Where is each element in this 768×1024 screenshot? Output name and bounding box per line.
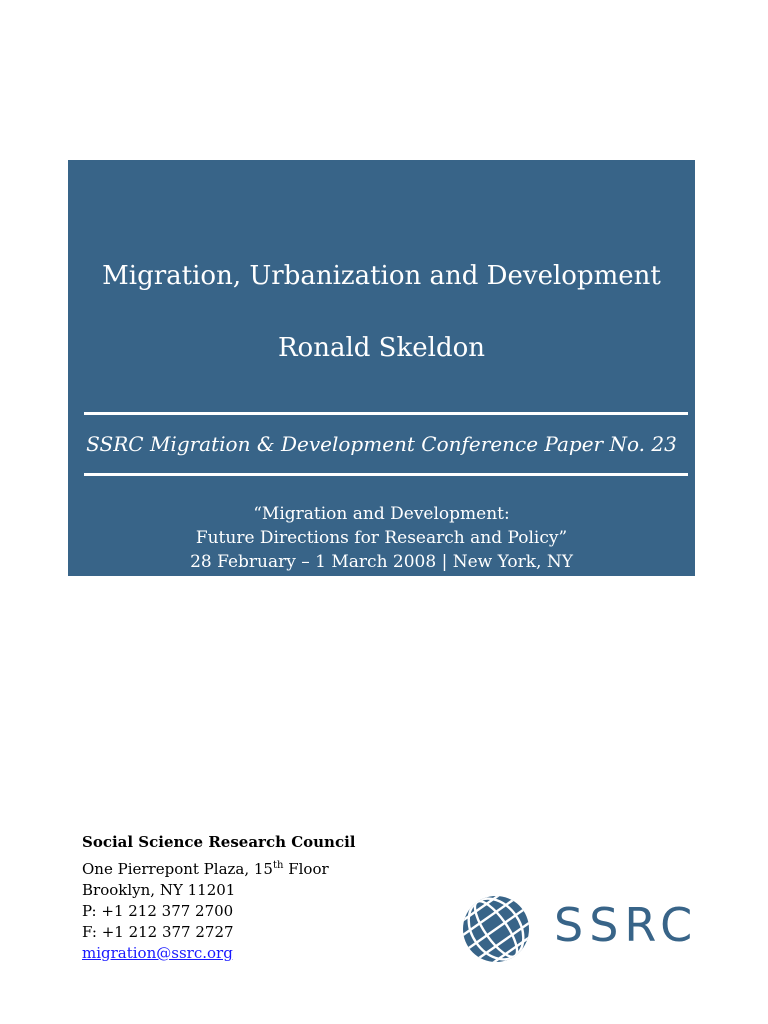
paper-title: Migration, Urbanization and Development <box>102 261 661 291</box>
fax-number: F: +1 212 377 2727 <box>82 923 234 941</box>
divider-top <box>84 412 688 415</box>
conference-line: “Migration and Development: <box>253 504 510 524</box>
conference-line: 28 February – 1 March 2008 | New York, NY <box>190 552 573 572</box>
logo-wordmark: SSRC <box>554 898 699 952</box>
divider-bottom <box>84 473 688 476</box>
globe-icon <box>456 885 540 969</box>
contact-block <box>82 832 356 964</box>
series-label: SSRC Migration & Development Conference Paper No. 23 <box>86 432 677 456</box>
conference-info <box>68 502 695 574</box>
phone-number: P: +1 212 377 2700 <box>82 902 234 920</box>
paper-author: Ronald Skeldon <box>277 333 485 363</box>
cover-band <box>68 160 695 576</box>
conference-line: Future Directions for Research and Policy” <box>195 528 568 548</box>
address-line-1: One Pierrepont Plaza, 15th Floor <box>82 860 329 878</box>
ssrc-logo <box>456 885 706 975</box>
email-line <box>82 943 356 964</box>
address-line-2: Brooklyn, NY 11201 <box>82 881 236 899</box>
organization-name: Social Science Research Council <box>82 833 356 851</box>
email-link[interactable]: migration@ssrc.org <box>82 944 233 962</box>
